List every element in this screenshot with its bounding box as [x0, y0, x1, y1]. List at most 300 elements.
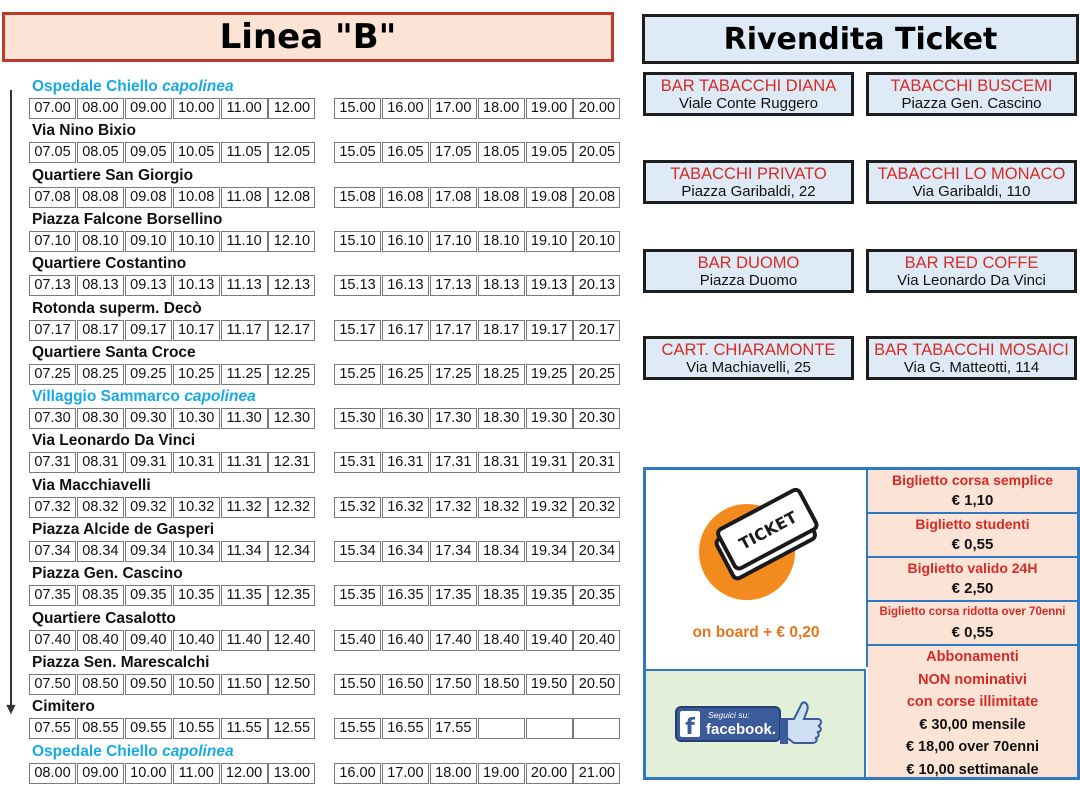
- time-cell: 20.30: [573, 408, 620, 429]
- time-row-am: [29, 98, 316, 119]
- stop-label: Quartiere San Giorgio: [32, 167, 194, 184]
- time-cell: 12.50: [268, 674, 315, 695]
- time-cell: 19.17: [526, 320, 573, 341]
- reseller-address: Piazza Garibaldi, 22: [681, 183, 816, 200]
- price-value: € 2,50: [951, 580, 994, 597]
- time-cell: 20.31: [573, 452, 620, 473]
- stop-label: Quartiere Costantino: [32, 255, 187, 272]
- time-cell: 09.34: [125, 541, 172, 562]
- time-cell: 11.05: [221, 142, 268, 163]
- price-label: Biglietto valido 24H: [907, 560, 1038, 576]
- time-cell: 19.10: [526, 231, 573, 252]
- time-cell: 11.34: [221, 541, 268, 562]
- time-cell: 19.00: [526, 98, 573, 119]
- time-cell: 15.32: [334, 497, 381, 518]
- time-cell: 12.25: [268, 364, 315, 385]
- time-cell: 07.08: [29, 187, 76, 208]
- time-cell: 09.50: [125, 674, 172, 695]
- time-row-am: [29, 452, 316, 473]
- time-cell: 19.08: [526, 187, 573, 208]
- time-cell: 20.25: [573, 364, 620, 385]
- time-row-am: [29, 275, 316, 296]
- time-cell: 11.08: [221, 187, 268, 208]
- time-cell: 16.05: [382, 142, 429, 163]
- time-cell: 16.08: [382, 187, 429, 208]
- time-cell: 16.40: [382, 630, 429, 651]
- reseller-card: [866, 160, 1077, 204]
- stop-name: [32, 121, 136, 141]
- time-cell: 20.50: [573, 674, 620, 695]
- time-cell: 07.05: [29, 142, 76, 163]
- time-cell: [526, 718, 573, 739]
- time-row-am: [29, 630, 316, 651]
- reseller-name: BAR RED COFFE: [904, 254, 1039, 272]
- time-cell: 20.00: [573, 98, 620, 119]
- time-cell: 15.00: [334, 98, 381, 119]
- price-label: Biglietto corsa semplice: [891, 472, 1054, 488]
- time-cell: 12.17: [268, 320, 315, 341]
- line-title: Linea "B": [2, 12, 614, 62]
- time-cell: 19.50: [526, 674, 573, 695]
- time-cell: 09.30: [125, 408, 172, 429]
- time-cell: 10.05: [173, 142, 220, 163]
- stop-label: Piazza Gen. Cascino: [32, 565, 183, 582]
- time-cell: 10.17: [173, 320, 220, 341]
- time-cell: 07.32: [29, 497, 76, 518]
- time-row-pm: [334, 674, 621, 695]
- time-cell: 18.31: [478, 452, 525, 473]
- time-cell: 12.35: [268, 585, 315, 606]
- time-cell: 10.32: [173, 497, 220, 518]
- svg-text:Seguici su:: Seguici su:: [708, 710, 750, 720]
- time-cell: 07.30: [29, 408, 76, 429]
- time-cell: 10.00: [125, 763, 172, 784]
- time-cell: 09.40: [125, 630, 172, 651]
- time-cell: 07.31: [29, 452, 76, 473]
- time-cell: 09.05: [125, 142, 172, 163]
- terminus-tag: capolinea: [162, 743, 234, 760]
- time-cell: 09.00: [125, 98, 172, 119]
- time-cell: 08.34: [77, 541, 124, 562]
- time-cell: [478, 718, 525, 739]
- subscription-item: € 30,00 mensile: [919, 716, 1026, 733]
- time-cell: 17.31: [430, 452, 477, 473]
- time-cell: 13.00: [268, 763, 315, 784]
- stop-label: Rotonda superm. Decò: [32, 300, 202, 317]
- time-cell: 08.25: [77, 364, 124, 385]
- stop-name: [32, 343, 196, 363]
- time-cell: 16.17: [382, 320, 429, 341]
- arrow-down-icon: ▼: [3, 701, 19, 718]
- time-cell: 18.35: [478, 585, 525, 606]
- time-row-am: [29, 408, 316, 429]
- time-cell: 08.00: [77, 98, 124, 119]
- stop-label: Piazza Falcone Borsellino: [32, 211, 223, 228]
- time-cell: 18.00: [478, 98, 525, 119]
- stop-name: [32, 520, 214, 540]
- reseller-address: Via Garibaldi, 110: [912, 183, 1031, 200]
- time-cell: 12.40: [268, 630, 315, 651]
- time-cell: 10.25: [173, 364, 220, 385]
- time-cell: 16.50: [382, 674, 429, 695]
- time-cell: 18.05: [478, 142, 525, 163]
- time-row-pm: [334, 585, 621, 606]
- time-cell: 20.00: [526, 763, 573, 784]
- time-cell: [573, 718, 620, 739]
- time-cell: 20.40: [573, 630, 620, 651]
- time-row-pm: [334, 763, 621, 784]
- time-cell: 08.50: [77, 674, 124, 695]
- terminus-tag: capolinea: [162, 78, 234, 95]
- time-cell: 20.08: [573, 187, 620, 208]
- time-cell: 11.25: [221, 364, 268, 385]
- time-cell: 10.40: [173, 630, 220, 651]
- time-cell: 15.55: [334, 718, 381, 739]
- reseller-address: Piazza Gen. Cascino: [901, 95, 1042, 112]
- facebook-icon[interactable]: [646, 671, 866, 775]
- time-cell: 17.00: [430, 98, 477, 119]
- reseller-card: [866, 249, 1077, 293]
- time-cell: 19.30: [526, 408, 573, 429]
- svg-text:f: f: [685, 715, 695, 740]
- time-cell: 10.55: [173, 718, 220, 739]
- time-cell: 12.34: [268, 541, 315, 562]
- time-cell: 15.17: [334, 320, 381, 341]
- stop-name: [32, 742, 234, 762]
- time-cell: 16.30: [382, 408, 429, 429]
- time-cell: 09.13: [125, 275, 172, 296]
- time-row-am: [29, 763, 316, 784]
- time-cell: 16.00: [334, 763, 381, 784]
- stop-name: [32, 697, 95, 717]
- time-cell: 18.50: [478, 674, 525, 695]
- stop-name: [32, 431, 195, 451]
- time-cell: 16.34: [382, 541, 429, 562]
- time-cell: 20.13: [573, 275, 620, 296]
- time-cell: 16.00: [382, 98, 429, 119]
- reseller-address: Via Machiavelli, 25: [686, 359, 811, 376]
- subscriptions-box: [868, 646, 1077, 777]
- time-cell: 08.13: [77, 275, 124, 296]
- time-cell: 19.35: [526, 585, 573, 606]
- time-cell: 12.31: [268, 452, 315, 473]
- time-cell: 09.35: [125, 585, 172, 606]
- time-cell: 09.32: [125, 497, 172, 518]
- reseller-address: Viale Conte Ruggero: [679, 95, 818, 112]
- time-cell: 20.17: [573, 320, 620, 341]
- stop-label: Via Macchiavelli: [32, 477, 151, 494]
- subscriptions-title: Abbonamenti: [926, 649, 1019, 665]
- price-value: € 0,55: [951, 624, 994, 641]
- time-cell: 11.30: [221, 408, 268, 429]
- time-row-pm: [334, 364, 621, 385]
- time-row-pm: [334, 320, 621, 341]
- time-row-am: [29, 497, 316, 518]
- time-cell: 15.13: [334, 275, 381, 296]
- time-cell: 11.50: [221, 674, 268, 695]
- time-row-am: [29, 718, 316, 739]
- time-cell: 12.32: [268, 497, 315, 518]
- time-cell: 17.34: [430, 541, 477, 562]
- stop-label: Ospedale Chiello: [32, 743, 158, 760]
- time-cell: 10.10: [173, 231, 220, 252]
- time-cell: 10.30: [173, 408, 220, 429]
- subscriptions-line3: con corse illimitate: [906, 694, 1039, 710]
- time-cell: 20.34: [573, 541, 620, 562]
- price-value: € 1,10: [951, 492, 994, 509]
- reseller-address: Via G. Matteotti, 114: [903, 359, 1040, 376]
- stop-label: Villaggio Sammarco: [32, 388, 180, 405]
- ticket-icon-cell: [646, 470, 868, 667]
- svg-text:facebook.: facebook.: [706, 721, 777, 738]
- time-cell: 17.17: [430, 320, 477, 341]
- time-cell: 18.32: [478, 497, 525, 518]
- time-cell: 11.13: [221, 275, 268, 296]
- time-cell: 10.00: [173, 98, 220, 119]
- time-cell: 08.17: [77, 320, 124, 341]
- time-cell: 11.17: [221, 320, 268, 341]
- time-row-am: [29, 585, 316, 606]
- reseller-name: BAR TABACCHI MOSAICI: [874, 341, 1069, 359]
- time-cell: 18.17: [478, 320, 525, 341]
- price-label: Biglietto corsa ridotta over 70enni: [879, 606, 1066, 618]
- stop-name: [32, 77, 234, 97]
- time-cell: 18.13: [478, 275, 525, 296]
- time-cell: 15.35: [334, 585, 381, 606]
- subscription-item: € 10,00 settimanale: [906, 761, 1039, 778]
- subscriptions-line2: NON nominativi: [918, 671, 1027, 688]
- time-cell: 21.00: [573, 763, 620, 784]
- time-cell: 11.31: [221, 452, 268, 473]
- time-cell: 20.10: [573, 231, 620, 252]
- time-row-pm: [334, 187, 621, 208]
- onboard-surcharge: on board + € 0,20: [692, 624, 820, 641]
- reseller-card: [643, 160, 854, 204]
- time-cell: 07.00: [29, 98, 76, 119]
- time-cell: 18.30: [478, 408, 525, 429]
- time-cell: 17.05: [430, 142, 477, 163]
- time-cell: 17.00: [382, 763, 429, 784]
- time-cell: 11.35: [221, 585, 268, 606]
- time-cell: 16.32: [382, 497, 429, 518]
- time-cell: 17.35: [430, 585, 477, 606]
- svg-text:TICKET: TICKET: [735, 507, 801, 554]
- time-cell: 18.40: [478, 630, 525, 651]
- time-row-am: [29, 187, 316, 208]
- time-row-pm: [334, 541, 621, 562]
- price-row: [868, 514, 1077, 558]
- time-cell: 08.08: [77, 187, 124, 208]
- time-cell: 17.13: [430, 275, 477, 296]
- time-cell: 16.55: [382, 718, 429, 739]
- time-cell: 11.55: [221, 718, 268, 739]
- time-row-am: [29, 142, 316, 163]
- time-cell: 10.50: [173, 674, 220, 695]
- price-label: Biglietto studenti: [915, 516, 1030, 532]
- time-cell: 07.40: [29, 630, 76, 651]
- time-cell: 12.30: [268, 408, 315, 429]
- time-cell: 19.40: [526, 630, 573, 651]
- time-cell: 10.34: [173, 541, 220, 562]
- time-cell: 09.08: [125, 187, 172, 208]
- direction-arrow-line: [10, 90, 12, 710]
- reseller-address: Via Leonardo Da Vinci: [897, 272, 1046, 289]
- stop-name: [32, 609, 176, 629]
- time-cell: 17.55: [430, 718, 477, 739]
- reseller-card: [643, 72, 854, 116]
- price-row: [868, 558, 1077, 602]
- time-cell: 09.55: [125, 718, 172, 739]
- time-cell: 08.55: [77, 718, 124, 739]
- ticket-icon: [646, 470, 866, 620]
- time-cell: 15.31: [334, 452, 381, 473]
- stop-label: Via Nino Bixio: [32, 122, 136, 139]
- stop-label: Via Leonardo Da Vinci: [32, 432, 196, 449]
- stop-label: Quartiere Santa Croce: [32, 344, 196, 361]
- time-cell: 18.25: [478, 364, 525, 385]
- time-cell: 08.05: [77, 142, 124, 163]
- time-cell: 07.25: [29, 364, 76, 385]
- time-cell: 08.30: [77, 408, 124, 429]
- time-row-pm: [334, 630, 621, 651]
- subscription-item: € 18,00 over 70enni: [906, 739, 1039, 755]
- time-row-pm: [334, 718, 621, 739]
- time-cell: 07.50: [29, 674, 76, 695]
- reseller-name: TABACCHI PRIVATO: [670, 165, 827, 183]
- time-row-am: [29, 541, 316, 562]
- time-cell: 12.05: [268, 142, 315, 163]
- time-cell: 18.00: [430, 763, 477, 784]
- time-cell: 09.31: [125, 452, 172, 473]
- time-cell: 18.10: [478, 231, 525, 252]
- time-cell: 20.05: [573, 142, 620, 163]
- time-cell: 08.35: [77, 585, 124, 606]
- stop-label: Piazza Sen. Marescalchi: [32, 654, 210, 671]
- reseller-card: [643, 249, 854, 293]
- time-row-am: [29, 320, 316, 341]
- time-cell: 17.40: [430, 630, 477, 651]
- time-cell: 09.10: [125, 231, 172, 252]
- stop-name: [32, 254, 186, 274]
- facebook-cell[interactable]: [646, 669, 866, 777]
- reseller-card: [866, 72, 1077, 116]
- time-cell: 19.32: [526, 497, 573, 518]
- time-row-am: [29, 231, 316, 252]
- time-cell: 17.25: [430, 364, 477, 385]
- stop-name: [32, 166, 193, 186]
- reseller-address: Piazza Duomo: [699, 272, 798, 289]
- time-row-pm: [334, 142, 621, 163]
- terminus-tag: capolinea: [184, 388, 256, 405]
- time-cell: 18.08: [478, 187, 525, 208]
- time-cell: 09.25: [125, 364, 172, 385]
- time-cell: 08.31: [77, 452, 124, 473]
- stop-name: [32, 476, 151, 496]
- time-cell: 08.10: [77, 231, 124, 252]
- time-cell: 11.40: [221, 630, 268, 651]
- time-cell: 15.25: [334, 364, 381, 385]
- time-cell: 11.00: [221, 98, 268, 119]
- time-cell: 19.31: [526, 452, 573, 473]
- price-row: [868, 470, 1077, 514]
- price-value: € 0,55: [951, 536, 994, 553]
- time-cell: 08.40: [77, 630, 124, 651]
- time-row-pm: [334, 452, 621, 473]
- resellers-title: Rivendita Ticket: [642, 14, 1079, 64]
- time-cell: 18.34: [478, 541, 525, 562]
- stop-name: [32, 564, 183, 584]
- time-cell: 10.13: [173, 275, 220, 296]
- time-cell: 15.08: [334, 187, 381, 208]
- time-cell: 07.10: [29, 231, 76, 252]
- time-cell: 20.32: [573, 497, 620, 518]
- time-cell: 10.31: [173, 452, 220, 473]
- time-cell: 07.17: [29, 320, 76, 341]
- time-cell: 16.31: [382, 452, 429, 473]
- stop-label: Cimitero: [32, 698, 95, 715]
- time-cell: 12.08: [268, 187, 315, 208]
- time-cell: 17.50: [430, 674, 477, 695]
- time-cell: 12.55: [268, 718, 315, 739]
- time-cell: 19.13: [526, 275, 573, 296]
- time-cell: 15.30: [334, 408, 381, 429]
- reseller-name: CART. CHIARAMONTE: [661, 341, 836, 359]
- stop-name: [32, 653, 209, 673]
- time-cell: 19.34: [526, 541, 573, 562]
- time-cell: 10.35: [173, 585, 220, 606]
- time-cell: 07.55: [29, 718, 76, 739]
- time-cell: 17.30: [430, 408, 477, 429]
- time-row-am: [29, 364, 316, 385]
- time-row-pm: [334, 231, 621, 252]
- time-cell: 12.13: [268, 275, 315, 296]
- time-cell: 09.17: [125, 320, 172, 341]
- stop-label: Quartiere Casalotto: [32, 610, 176, 627]
- time-cell: 19.25: [526, 364, 573, 385]
- time-cell: 08.00: [29, 763, 76, 784]
- time-row-am: [29, 674, 316, 695]
- reseller-card: [866, 336, 1077, 380]
- time-cell: 10.08: [173, 187, 220, 208]
- time-cell: 16.10: [382, 231, 429, 252]
- time-cell: 15.10: [334, 231, 381, 252]
- time-row-pm: [334, 497, 621, 518]
- time-row-pm: [334, 275, 621, 296]
- time-cell: 16.25: [382, 364, 429, 385]
- time-cell: 15.40: [334, 630, 381, 651]
- time-cell: 11.32: [221, 497, 268, 518]
- stop-name: [32, 387, 256, 407]
- reseller-name: BAR TABACCHI DIANA: [660, 77, 837, 95]
- time-cell: 09.00: [77, 763, 124, 784]
- time-cell: 16.13: [382, 275, 429, 296]
- time-cell: 15.34: [334, 541, 381, 562]
- time-cell: 15.50: [334, 674, 381, 695]
- time-cell: 17.08: [430, 187, 477, 208]
- reseller-name: TABACCHI BUSCEMI: [890, 77, 1053, 95]
- time-cell: 07.34: [29, 541, 76, 562]
- reseller-name: BAR DUOMO: [697, 254, 800, 272]
- reseller-name: TABACCHI LO MONACO: [877, 165, 1066, 183]
- time-cell: 11.10: [221, 231, 268, 252]
- time-cell: 11.00: [173, 763, 220, 784]
- time-cell: 16.35: [382, 585, 429, 606]
- time-cell: 19.00: [478, 763, 525, 784]
- time-cell: 15.05: [334, 142, 381, 163]
- reseller-card: [643, 336, 854, 380]
- time-row-pm: [334, 408, 621, 429]
- stop-name: [32, 299, 202, 319]
